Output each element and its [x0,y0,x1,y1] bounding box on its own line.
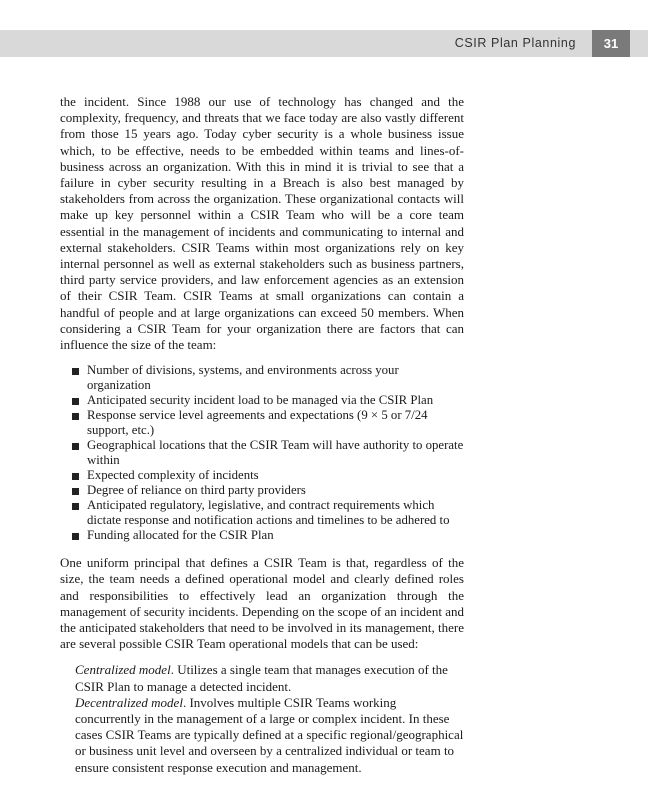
model-description: . Utilizes a single team that manages execution of the CSIR Plan to manage a detected incident. [75,662,448,694]
list-item [72,438,464,468]
square-bullet-icon [72,473,79,480]
list-item [72,498,464,528]
list-item [72,483,464,498]
square-bullet-icon [72,533,79,540]
list-item-text: Funding allocated for the CSIR Plan [87,528,274,543]
model-definition [75,662,464,694]
body-paragraph: the incident. Since 1988 our use of technology has changed and the complexity, frequency, and threats that we face today are also vastly different from those 15 years ago. Today cyber security is a whole business issue which, to be effective, needs to be embedded within teams and lines-of-business across an organization. With this in mind it is trivial to see that a failure in cyber security resulting in a Breach is also best managed by stakeholders from across the organization. These organizational contacts will make up key personnel within a CSIR Team who will be a core team essential in the management of incidents and communicating to internal and external stakeholders. CSIR Teams within most organizations rely on key internal personnel as well as external stakeholders such as business partners, third party service providers, and law enforcement agencies as an extension of their CSIR Team. CSIR Teams at small organizations can contain a handful of people and at large organizations can exceed 50 members. When considering a CSIR Team for your organization there are factors that can influence the size of the team: [60,94,464,353]
list-item-text: Anticipated regulatory, legislative, and contract requirements which dictate response and notification actions and timelines to be adhered to [87,498,450,528]
list-item [72,363,464,393]
square-bullet-icon [72,488,79,495]
model-definition [75,695,464,776]
square-bullet-icon [72,503,79,510]
body-paragraph: One uniform principal that defines a CSIR Team is that, regardless of the size, the team needs a defined operational model and clearly defined roles and responsibilities to effectively lead an organization through the management of security incidents. Depending on the scope of an incident and the anticipated stakeholders that need to be involved in its management, there are several possible CSIR Team operational models that can be used: [60,555,464,652]
square-bullet-icon [72,413,79,420]
team-size-factor-list [60,363,464,543]
square-bullet-icon [72,398,79,405]
page-body [60,94,464,776]
square-bullet-icon [72,443,79,450]
model-term: Decentralized model [75,694,183,710]
list-item-text: Anticipated security incident load to be managed via the CSIR Plan [87,393,434,408]
list-item [72,528,464,543]
operational-models-list [60,662,464,775]
list-item-text: Number of divisions, systems, and environments across your organization [87,363,399,393]
list-item [72,468,464,483]
square-bullet-icon [72,368,79,375]
running-header-title: CSIR Plan Planning [454,36,576,50]
list-item-text: Expected complexity of incidents [87,468,259,483]
list-item-text: Degree of reliance on third party providers [87,483,306,498]
page-number: 31 [592,30,630,57]
list-item [72,393,464,408]
model-description: . Involves multiple CSIR Teams working concurrently in the management of a large or complex incident. In these cases CSIR Teams are typically defined at a specific regional/geographical or business unit level and overseen by a centralized individual or team to ensure consistent response execution and management. [75,694,464,775]
model-term: Centralized model [75,662,171,678]
list-item-text: Geographical locations that the CSIR Team will have authority to operate within [87,438,464,468]
list-item [72,408,464,438]
list-item-text: Response service level agreements and expectations (9 × 5 or 7/24 support, etc.) [87,408,428,438]
